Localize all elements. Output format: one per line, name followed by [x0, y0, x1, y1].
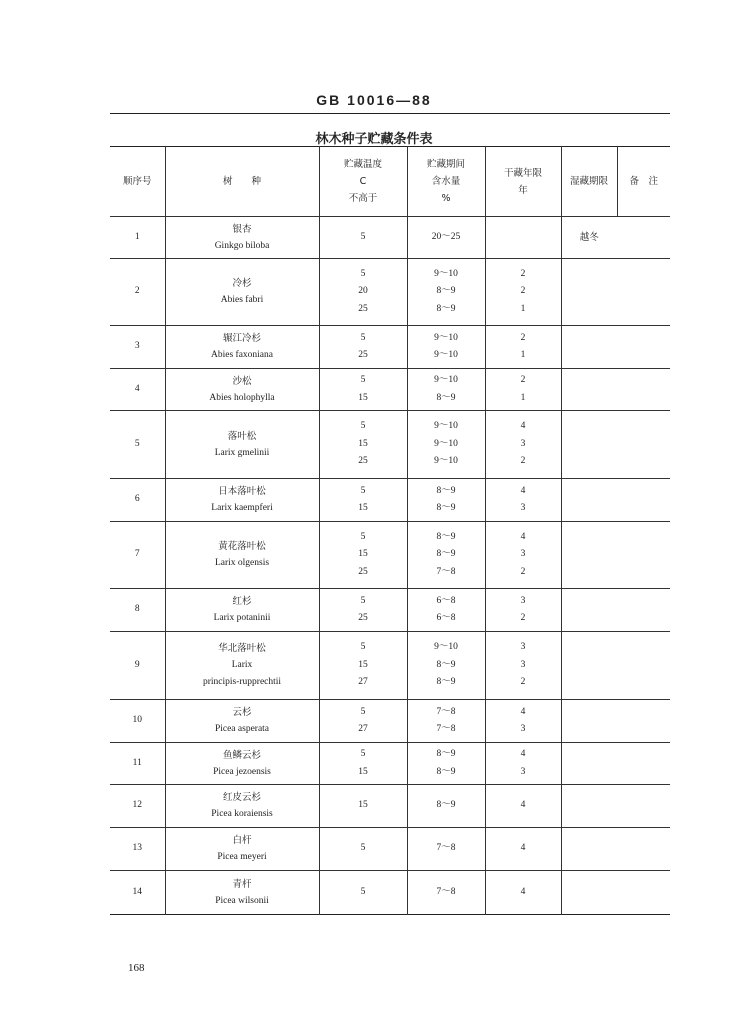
cell-dry-years: [485, 785, 561, 828]
species-name-cn: 红皮云杉: [222, 792, 261, 803]
cell-seq: [110, 522, 165, 589]
temperature-value: 15: [358, 392, 368, 403]
table-row: [110, 700, 670, 743]
temperature-value: 27: [358, 724, 368, 734]
seq-number: 2: [134, 286, 140, 297]
cell-moisture: [407, 369, 485, 411]
cell-moisture: [407, 259, 485, 326]
moisture-value: 8～9: [436, 677, 456, 688]
temperature-value: 25: [358, 303, 368, 314]
temperature-value: 5: [360, 531, 366, 542]
cell-species: [165, 589, 319, 632]
cell-temperature: [319, 522, 407, 589]
temperature-value: 5: [360, 886, 366, 897]
cell-damp-period: [561, 589, 617, 632]
seq-number: 4: [134, 383, 140, 394]
species-name-cn: 华北落叶松: [218, 643, 266, 654]
cell-species: [165, 632, 319, 700]
cell-seq: [110, 411, 165, 479]
table-row: [110, 259, 670, 326]
cell-species: [165, 871, 319, 915]
species-name-cn: 沙松: [232, 375, 252, 387]
table-row: [110, 479, 670, 522]
cell-remarks: [617, 522, 670, 589]
cell-damp-period: [561, 828, 617, 871]
cell-damp-period: [561, 326, 617, 369]
cell-moisture: [407, 743, 485, 785]
seq-number: 6: [134, 494, 140, 505]
dry-years-value: 3: [520, 503, 526, 513]
cell-moisture: [407, 828, 485, 871]
species-name-cn: 白杆: [232, 835, 252, 846]
dry-years-value: 4: [520, 706, 526, 717]
temperature-value: 5: [360, 375, 366, 385]
table-row: [110, 871, 670, 915]
col-header-remarks: 备 注: [617, 147, 670, 217]
header-rule: [110, 113, 670, 114]
cell-dry-years: [485, 589, 561, 632]
moisture-value: 8～9: [436, 659, 456, 670]
cell-seq: [110, 828, 165, 871]
species-name-latin: Picea meyeri: [217, 852, 267, 862]
seq-number: 11: [132, 757, 142, 768]
cell-species: [165, 479, 319, 522]
species-name-latin: Larix gmelinii: [214, 447, 270, 458]
document-code: GB 10016—88: [316, 92, 432, 108]
dry-years-value: 2: [520, 613, 526, 623]
cell-dry-years: [485, 632, 561, 700]
dry-years-value: 2: [520, 286, 526, 297]
table-row: [110, 743, 670, 785]
col-header-damp-period: 湿藏期限: [561, 147, 617, 217]
temperature-value: 25: [358, 456, 368, 467]
temperature-value: 5: [360, 332, 366, 343]
cell-temperature: [319, 479, 407, 522]
cell-dry-years: [485, 743, 561, 785]
moisture-value: 7～8: [436, 706, 456, 717]
cell-seq: [110, 785, 165, 828]
cell-remarks: [617, 589, 670, 632]
table-row: [110, 522, 670, 589]
cell-damp-period: [561, 871, 617, 915]
cell-moisture: [407, 632, 485, 700]
cell-damp-period: [561, 479, 617, 522]
moisture-value: 8～9: [436, 549, 456, 560]
cell-remarks: [617, 632, 670, 700]
temperature-value: 5: [360, 843, 366, 854]
cell-species: [165, 828, 319, 871]
moisture-value: 20～25: [431, 231, 461, 242]
cell-moisture: [407, 589, 485, 632]
dry-years-value: 4: [520, 485, 526, 496]
moisture-value: 8～9: [436, 766, 456, 777]
col-header-moisture: 贮藏期间 含水量 %: [407, 147, 485, 217]
cell-dry-years: [485, 326, 561, 369]
table-row: [110, 369, 670, 411]
cell-remarks: [617, 871, 670, 915]
cell-temperature: [319, 369, 407, 411]
species-name-latin: Abies fabri: [220, 295, 264, 305]
temperature-value: 5: [360, 706, 366, 717]
seq-number: 5: [134, 438, 140, 449]
table-row: [110, 828, 670, 871]
cell-seq: [110, 479, 165, 522]
seed-storage-table: [110, 146, 670, 915]
cell-seq: [110, 589, 165, 632]
cell-dry-years: [485, 700, 561, 743]
dry-years-value: 2: [520, 566, 526, 577]
moisture-value: 9～10: [434, 375, 458, 385]
table-row: [110, 589, 670, 632]
seq-number: 10: [132, 715, 142, 726]
dry-years-value: 4: [520, 749, 526, 759]
table-row: [110, 217, 670, 259]
cell-dry-years: [485, 369, 561, 411]
temperature-value: 5: [360, 268, 366, 279]
cell-dry-years: [485, 259, 561, 326]
temperature-value: 5: [360, 749, 366, 759]
moisture-value: 8～9: [436, 800, 456, 811]
dry-years-value: 4: [520, 843, 526, 854]
cell-seq: [110, 743, 165, 785]
cell-remarks: [617, 828, 670, 871]
species-name-latin: Picea koraiensis: [211, 809, 273, 819]
table-body: [110, 217, 670, 915]
dry-years-value: 3: [520, 642, 526, 653]
species-name-latin: principis-rupprechtii: [202, 677, 282, 687]
moisture-value: 7～8: [436, 886, 456, 897]
dry-years-value: 1: [520, 392, 526, 403]
cell-dry-years: [485, 217, 561, 259]
moisture-value: 7～8: [436, 566, 456, 577]
cell-species: [165, 743, 319, 785]
temperature-value: 5: [360, 231, 366, 242]
cell-temperature: [319, 871, 407, 915]
cell-remarks: [617, 411, 670, 479]
col-header-temp: 贮藏温度 C 不高于: [319, 147, 407, 217]
cell-temperature: [319, 785, 407, 828]
moisture-value: 9～10: [434, 456, 458, 467]
species-name-latin: Picea wilsonii: [215, 895, 269, 906]
species-name-latin: Larix: [231, 660, 253, 670]
species-name-cn: 日本落叶松: [218, 486, 266, 497]
moisture-value: 9～10: [434, 268, 458, 279]
cell-damp-period: [561, 522, 617, 589]
dry-years-value: 3: [520, 724, 526, 734]
cell-species: [165, 522, 319, 589]
dry-years-value: 4: [520, 886, 526, 897]
dry-years-value: 2: [520, 677, 526, 688]
temperature-value: 5: [360, 485, 366, 496]
moisture-value: 8～9: [436, 286, 456, 297]
moisture-value: 7～8: [436, 843, 456, 854]
temperature-value: 15: [358, 438, 368, 449]
cell-species: [165, 326, 319, 369]
temperature-value: 15: [358, 766, 368, 777]
col-header-dry-period: 干藏年限 年: [485, 147, 561, 217]
cell-species: [165, 411, 319, 479]
moisture-value: 9～10: [434, 421, 458, 432]
species-name-latin: Abies holophylla: [209, 392, 275, 403]
temperature-value: 25: [358, 350, 368, 360]
cell-moisture: [407, 217, 485, 259]
temperature-value: 15: [358, 503, 368, 513]
dry-years-value: 2: [520, 332, 526, 343]
temperature-value: 27: [358, 677, 368, 688]
species-name-cn: 青杆: [232, 878, 252, 890]
cell-damp-period: [561, 411, 617, 479]
cell-remarks: [617, 479, 670, 522]
cell-temperature: [319, 217, 407, 259]
moisture-value: 8～9: [436, 303, 456, 314]
cell-damp-period: [561, 700, 617, 743]
dry-years-value: 3: [520, 595, 526, 606]
cell-temperature: [319, 632, 407, 700]
moisture-value: 9～10: [434, 332, 458, 343]
cell-species: [165, 217, 319, 259]
cell-temperature: [319, 326, 407, 369]
cell-seq: [110, 369, 165, 411]
moisture-value: 9～10: [434, 438, 458, 449]
cell-damp-period: [561, 632, 617, 700]
cell-dry-years: [485, 479, 561, 522]
temperature-value: 20: [358, 286, 368, 297]
col-header-seq: 顺序号: [122, 176, 152, 187]
seq-number: 14: [132, 886, 142, 897]
species-name-latin: Larix olgensis: [214, 558, 270, 568]
cell-temperature: [319, 828, 407, 871]
cell-remarks: [617, 743, 670, 785]
species-name-cn: 红杉: [232, 596, 252, 607]
moisture-value: 8～9: [436, 749, 456, 759]
species-name-cn: 冷杉: [232, 278, 252, 289]
moisture-value: 9～10: [434, 642, 458, 653]
species-name-cn: 黄花落叶松: [218, 541, 266, 552]
cell-species: [165, 785, 319, 828]
cell-moisture: [407, 871, 485, 915]
species-name-cn: 云杉: [232, 707, 252, 718]
cell-remarks: [617, 369, 670, 411]
seq-number: 7: [134, 549, 140, 560]
cell-moisture: [407, 700, 485, 743]
table-row: [110, 411, 670, 479]
seq-number: 3: [134, 341, 140, 352]
moisture-value: 9～10: [434, 350, 458, 360]
cell-temperature: [319, 411, 407, 479]
cell-seq: [110, 871, 165, 915]
temperature-value: 15: [358, 800, 368, 811]
damp-period-value: 越冬: [579, 231, 599, 243]
page-number: 168: [128, 962, 145, 974]
cell-moisture: [407, 411, 485, 479]
cell-damp-period: [561, 785, 617, 828]
dry-years-value: 3: [520, 766, 526, 777]
seq-number: 1: [134, 231, 140, 242]
species-name-latin: Ginkgo biloba: [214, 240, 270, 251]
cell-seq: [110, 217, 165, 259]
temperature-value: 15: [358, 659, 368, 670]
dry-years-value: 3: [520, 438, 526, 449]
cell-species: [165, 700, 319, 743]
cell-remarks: [617, 259, 670, 326]
cell-dry-years: [485, 522, 561, 589]
species-name-cn: 鱼鳞云杉: [222, 749, 261, 761]
seq-number: 12: [132, 800, 142, 811]
cell-dry-years: [485, 871, 561, 915]
cell-seq: [110, 326, 165, 369]
temperature-value: 5: [360, 595, 366, 606]
dry-years-value: 2: [520, 456, 526, 467]
dry-years-value: 4: [520, 800, 526, 811]
species-name-latin: Abies faxoniana: [211, 350, 273, 360]
species-name-cn: 银杏: [232, 223, 252, 235]
table-row: [110, 326, 670, 369]
cell-damp-period: [561, 743, 617, 785]
cell-temperature: [319, 259, 407, 326]
cell-temperature: [319, 589, 407, 632]
species-name-latin: Picea asperata: [214, 724, 270, 734]
seq-number: 9: [134, 659, 140, 670]
cell-remarks: [617, 700, 670, 743]
temperature-value: 5: [360, 421, 366, 432]
cell-remarks: [617, 217, 670, 259]
dry-years-value: 1: [520, 350, 526, 360]
dry-years-value: 4: [520, 421, 526, 432]
dry-years-value: 2: [520, 375, 526, 385]
temperature-value: 15: [358, 549, 368, 560]
cell-damp-period: [561, 217, 617, 259]
cell-damp-period: [561, 259, 617, 326]
dry-years-value: 1: [520, 303, 526, 314]
cell-remarks: [617, 785, 670, 828]
species-name-latin: Larix kaempferi: [211, 503, 273, 513]
cell-seq: [110, 259, 165, 326]
species-name-latin: Larix potaninii: [213, 613, 271, 623]
dry-years-value: 2: [520, 268, 526, 279]
table-row: [110, 785, 670, 828]
cell-dry-years: [485, 411, 561, 479]
temperature-value: 5: [360, 642, 366, 653]
species-name-cn: 落叶松: [227, 430, 257, 442]
moisture-value: 7～8: [436, 724, 456, 734]
cell-seq: [110, 700, 165, 743]
species-name-latin: Picea jezoensis: [213, 766, 271, 777]
moisture-value: 6～8: [436, 613, 456, 623]
cell-dry-years: [485, 828, 561, 871]
dry-years-value: 3: [520, 659, 526, 670]
moisture-value: 6～8: [436, 595, 456, 606]
table-header-row: [110, 147, 670, 217]
moisture-value: 8～9: [436, 503, 456, 513]
dry-years-value: 3: [520, 549, 526, 560]
cell-moisture: [407, 522, 485, 589]
temperature-value: 25: [358, 613, 368, 623]
col-header-species: 树 种: [165, 147, 319, 217]
seq-number: 13: [132, 843, 142, 854]
cell-moisture: [407, 479, 485, 522]
moisture-value: 8～9: [436, 392, 456, 403]
cell-temperature: [319, 743, 407, 785]
seq-number: 8: [134, 604, 140, 615]
dry-years-value: 4: [520, 531, 526, 542]
moisture-value: 8～9: [436, 485, 456, 496]
table-row: [110, 632, 670, 700]
cell-remarks: [617, 326, 670, 369]
cell-species: [165, 259, 319, 326]
table-title: 林木种子贮藏条件表: [315, 132, 433, 147]
cell-damp-period: [561, 369, 617, 411]
cell-seq: [110, 632, 165, 700]
cell-moisture: [407, 785, 485, 828]
cell-moisture: [407, 326, 485, 369]
temperature-value: 25: [358, 566, 368, 577]
species-name-cn: 辗江冷杉: [222, 333, 261, 344]
cell-temperature: [319, 700, 407, 743]
moisture-value: 8～9: [436, 531, 456, 542]
cell-species: [165, 369, 319, 411]
